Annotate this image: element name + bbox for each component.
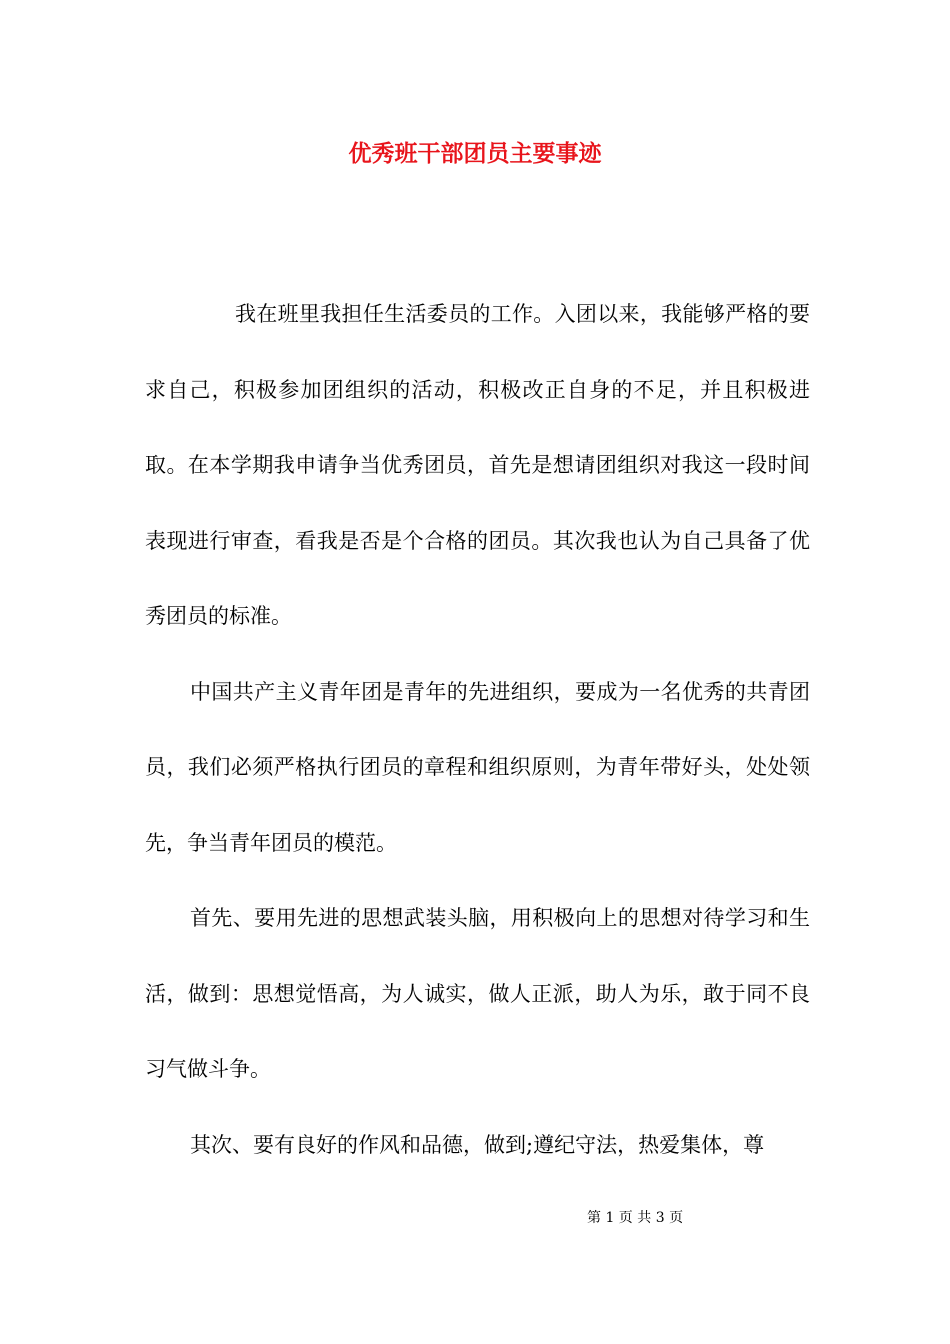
document-body (145, 277, 810, 1183)
paragraph-4: 其次、要有良好的作风和品德，做到;遵纪守法，热爱集体，尊 (190, 1132, 765, 1157)
document-title: 优秀班干部团员主要事迹 (348, 140, 602, 167)
paragraph-3: 首先、要用先进的思想武装头脑，用积极向上的思想对待学习和生活，做到：思想觉悟高，为人诚实，做人正派，助人为乐，敢于同不良习气做斗争。 (145, 906, 810, 1081)
paragraph-1: 我在班里我担任生活委员的工作。入团以来，我能够严格的要求自己，积极参加团组织的活动，积极改正自身的不足，并且积极进取。在本学期我申请争当优秀团员，首先是想请团组织对我这一段时间表现进行审查，看我是否是个合格的团员。其次我也认为自己具备了优秀团员的标准。 (145, 302, 810, 628)
paragraph-2: 中国共产主义青年团是青年的先进组织，要成为一名优秀的共青团员，我们必须严格执行团员的章程和组织原则，为青年带好头，处处领先，争当青年团员的模范。 (145, 679, 810, 855)
page-number-footer: 第 1 页 共 3 页 (587, 1210, 684, 1226)
